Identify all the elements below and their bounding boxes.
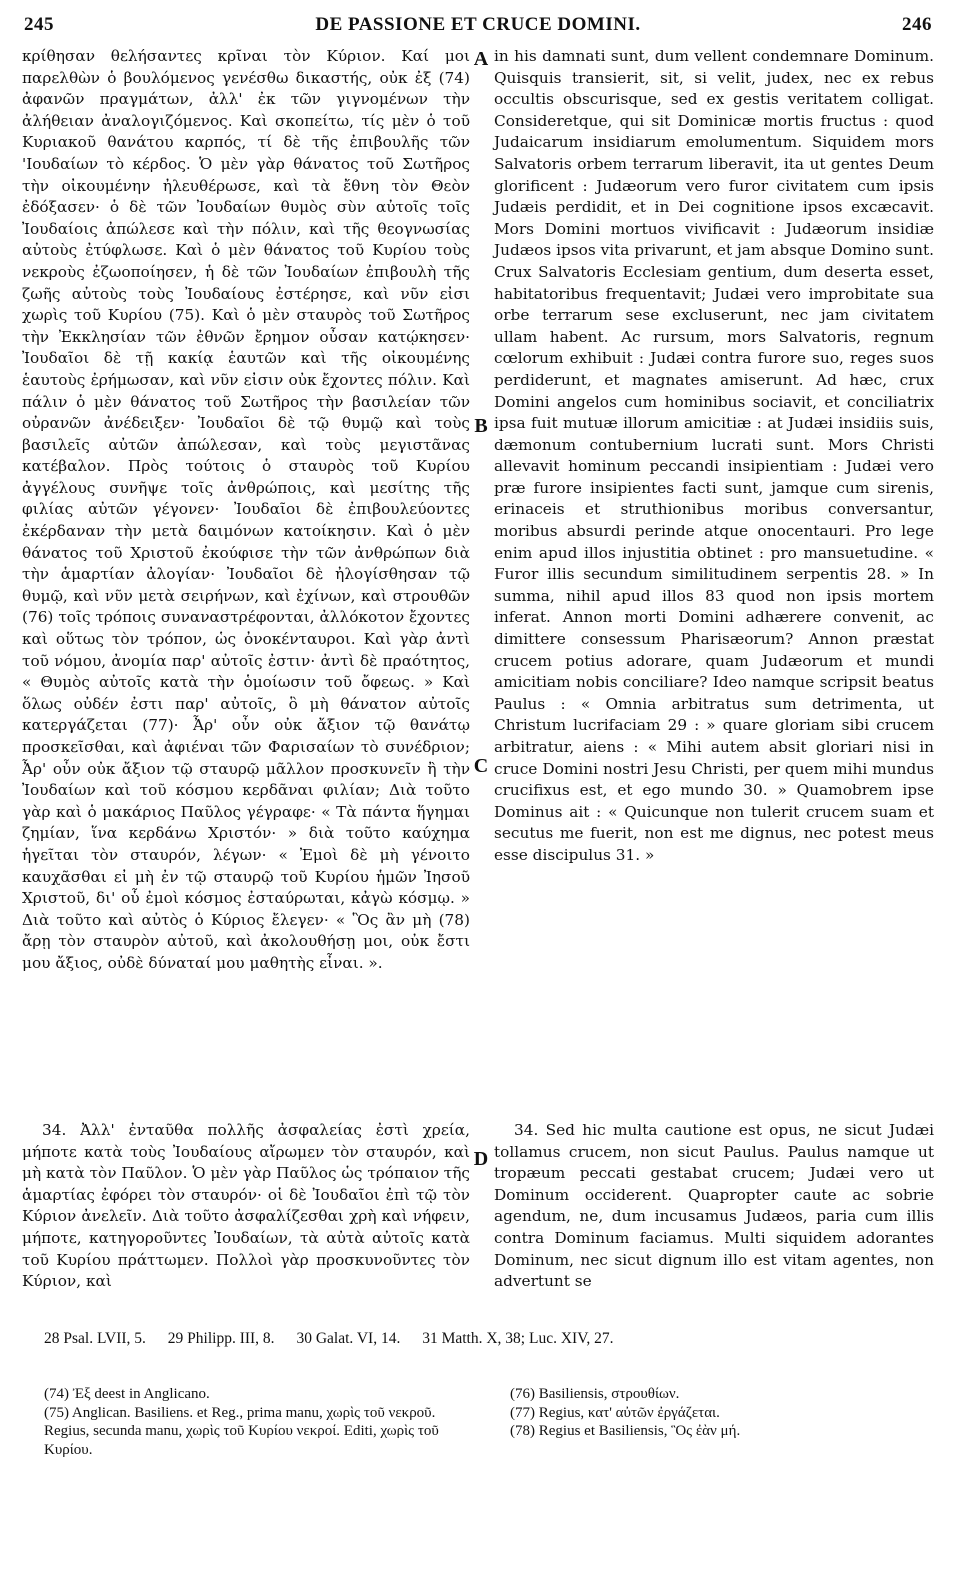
scripture-ref: 28 Psal. LVII, 5.	[44, 1330, 146, 1347]
critical-notes-right	[510, 1385, 930, 1441]
greek-paragraph: κρίθησαν θελήσαντες κρῖναι τὸν Κύριον. Καί μοι παρελθὼν ὁ βουλόμενος γενέσθω δικαστής, οὐκ ἐξ (74) ἀφανῶν πραγμάτων, ἀλλ' ἐκ τῶν γιγνομένων τὴν ἀλήθειαν ἀναλογιζόμενος. Καὶ σκοπείτω, τίς μὲν ὁ τοῦ Κυριακοῦ θανάτου καρπός, τί δὲ τῆς ἐπιβουλῆς τῶν 'Ιουδαίων τὸ κέρδος. Ὁ μὲν γὰρ θάνατος τοῦ Σωτῆρος τὴν οἰκουμένην ἠλευθέρωσε, καὶ τὰ ἔθνη τὸν Θεὸν ἐδόξασεν· ὁ δὲ τῶν Ἰουδαίων θυμὸς σὺν αὐτοῖς τοῖς Ἰουδαίοις ἀπώλεσε καὶ τὴν πόλιν, καὶ τῆς θεογνωσίας αὐτοὺς ἐτύφλωσε. Καὶ ὁ μὲν θάνατος τοῦ Κυρίου τοὺς νεκροὺς ἐζωοποίησεν, ἡ δὲ τῶν Ἰουδαίων ἐπιβουλὴ τῆς ζωῆς αὐτοὺς τοὺς Ἰουδαίους ἐστέρησε, καὶ νῦν εἰσι χωρὶς τοῦ Κυρίου (75). Καὶ ὁ μὲν σταυρὸς τοῦ Σωτῆρος τὴν Ἐκκλησίαν τῶν ἐθνῶν ἔρημον οὖσαν κατῴκησεν· Ἰουδαῖοι δὲ τῇ κακίᾳ ἑαυτῶν καὶ τῆς οἰκουμένης ἑαυτοὺς ἐρήμωσαν, καὶ νῦν εἰσιν οὐκ ἔχοντες πόλιν. Καὶ πάλιν ὁ μὲν θάνατος τοῦ Σωτῆρος τὴν βασιλείαν τῶν οὐρανῶν ἀνέδειξεν· Ἰουδαῖοι δὲ τῷ θυμῷ καὶ τοὺς βασιλεῖς αὐτῶν ἀπώλεσαν, καὶ τοὺς μεγιστᾶνας κατέβαλον. Πρὸς τούτοις ὁ σταυρὸς τοῦ Κυρίου ἀγγέλους συνῆψε τοῖς ἀνθρώποις, καὶ μεσίτης τῆς φιλίας αὐτῶν γέγονεν· Ἰουδαῖοι δὲ ἐπιβουλεύοντες ἐκέρδαναν τὴν μετὰ δαιμόνων κατοίκησιν. Καὶ ὁ μὲν θάνατος τοῦ Χριστοῦ ἐκούφισε τὴν τῶν ἀνθρώπων διὰ τὴν ἁμαρτίαν ἀλογίαν· Ἰουδαῖοι δὲ ἠλογίσθησαν τῷ θυμῷ, καὶ νῦν μετὰ σειρήνων, καὶ ἐχίνων, καὶ στρουθῶν (76) τοῖς τρόποις συναναστρέφονται, ἀλλόκοτον ἔχοντες καὶ οὕτως τὸν τρόπον, ὡς ὀνοκένταυροι. Καὶ γὰρ ἀντὶ τοῦ νόμου, ἀνομία παρ' αὐτοῖς ἐστιν· ἀντὶ δὲ πραότητος, « Θυμὸς αὐτοῖς κατὰ τὴν ὁμοίωσιν τοῦ ὄφεως. » Καὶ ὅλως οὐδέν ἐστι παρ' αὐτοῖς, ὃ μὴ θάνατον αὐτοῖς κατεργάζεται (77)· Ἆρ' οὖν οὐκ ἄξιον τῷ θανάτῳ προσκεῖσθαι, καὶ ἀφιέναι τῶν Φαρισαίων τὸ συνέδριον; Ἆρ' οὖν οὐκ ἄξιον τῷ σταυρῷ μᾶλλον προσκυνεῖν ἢ τὴν Ἰουδαίων καὶ τοῦ κόσμου κερδᾶναι φιλίαν; Διὰ τοῦτο γὰρ καὶ ὁ μακάριος Παῦλος γέγραφε· « Τὰ πάντα ἥγημαι ζημίαν, ἵνα κερδάνω Χριστόν· » διὰ τοῦτο καύχημα ἡγεῖται τὸν σταυρόν, λέγων· « Ἐμοὶ δὲ μὴ γένοιτο καυχᾶσθαι εἰ μὴ ἐν τῷ σταυρῷ τοῦ Κυρίου ἡμῶν Ἰησοῦ Χριστοῦ, δι' οὗ ἐμοὶ κόσμος ἐσταύρωται, κἀγὼ κόσμῳ. » Διὰ τοῦτο καὶ αὐτὸς ὁ Κύριος ἔλεγεν· « Ὃς ἂν μὴ (78) ἄρῃ τὸν σταυρὸν αὐτοῦ, καὶ ἀκολουθήσῃ μοι, οὐκ ἔστι μου ἄξιος, οὐδὲ δύναταί μου μαθητὴς εἶναι. ».	[22, 47, 470, 972]
critical-note: (74) Ἐξ deest in Anglicano.	[44, 1386, 210, 1402]
critical-notes-left	[44, 1385, 484, 1459]
latin-text-column	[494, 46, 934, 867]
critical-note: (76) Basiliensis, στρουθίων.	[510, 1386, 680, 1402]
critical-note: (75) Anglican. Basiliens. et Reg., prima manu, χωρὶς τοῦ νεκροῦ. Regius, secunda manu, χωρὶς τοῦ Κυρίου νεκροί. Editi, χωρὶς τοῦ Κυρίου.	[44, 1404, 439, 1458]
scripture-ref: 29 Philipp. III, 8.	[167, 1330, 275, 1347]
scripture-ref: 30 Galat. VI, 14.	[296, 1330, 401, 1347]
critical-note: (78) Regius et Basiliensis, Ὃς ἐὰν μή.	[510, 1423, 741, 1439]
margin-letter-c: C	[473, 755, 489, 777]
latin-paragraph: in his damnati sunt, dum vellent condemnare Dominum. Quisquis transierit, sit, si velit, judex, nec ex rebus occultis obscurisque, sed ex gestis veritatem colligat. Consideretque, qui sit Dominicæ mortis fructus : quod Judaicarum insidiarum emolumentum. Siquidem mors Salvatoris orbem terrarum liberavit, ita ut gentes Deum glorificent : Judæorum vero furor civitatem cum ipsis Judæis perdidit, et in Dei cognitione ipsos excæcavit. Mors Domini mortuos vivificavit : Judæorum insidiæ Judæos ipsos vita privarunt, et jam absque Domino sunt. Crux Salvatoris Ecclesiam gentium, dum deserta esset, habitatoribus frequentavit; Judæi vero improbitate sua orbe terrarum sese excluserunt, nec jam civitatem ullam habent. Ac rursum, mors Salvatoris, regnum cœlorum exhibuit : Judæi contra furore suo, reges suos perdiderunt, et magnates amiserunt. Ad hæc, crux Domini angelos cum hominibus sociavit, et conciliatrix ipsa fuit mutuæ illorum amicitiæ : at Judæi insidiis suis, dæmonum contubernium lucrati sunt. Mors Christi allevavit hominum peccandi insipientiam : Judæi vero præ furore insipientes facti sunt, jamque cum sirenis, erinaceis et struthionibus moribus conversantur, moribus absurdi perinde atque onocentauri. Pro lege enim apud illos injustitia obtinet : pro mansuetudine. « Furor illis secundum similitudinem serpentis 28. » In summa, nihil apud illos 83 quod non ipsis mortem inferat. Annon morti Domini adhærere convenit, ac dimittere consessum Pharisæorum? Annon præstat crucem potius adorare, quam Judæorum et mundi amicitiam nobis conciliare? Ideo namque scripsit beatus Paulus : « Omnia arbitratus sum detrimenta, ut Christum lucrifaciam 29 : » quare gloriam sibi crucem arbitratur, aiens : « Mihi autem absit gloriari nisi in cruce Domini nostri Jesu Christi, per quem mihi mundus crucifixus est, et ego mundo 30. » Quamobrem ipse Dominus ait : « Quicunque non tulerit crucem suam et secutus me fuerit, non est me dignus, nec potest meus esse discipulus 31. »	[494, 47, 934, 864]
scripture-references	[44, 1330, 934, 1348]
running-title: DE PASSIONE ET CRUCE DOMINI.	[315, 14, 641, 35]
page-number-left: 245	[24, 14, 54, 35]
margin-letter-d: D	[473, 1148, 489, 1170]
greek-section-34-paragraph: 34. Ἀλλ' ἐνταῦθα πολλῆς ἀσφαλείας ἐστὶ χρεία, μήποτε κατὰ τοὺς Ἰουδαίους αἴρωμεν τὸν σταυρόν, καὶ μὴ κατὰ τὸν Παῦλον. Ὁ μὲν γὰρ Παῦλος ὡς τρόπαιον τῆς ἁμαρτίας ἐφόρει τὸν σταυρόν· οἱ δὲ Ἰουδαῖοι ἐπὶ τῷ τὸν Κύριον ἀνελεῖν. Διὰ τοῦτο ἀσφαλίζεσθαι χρὴ καὶ νήφειν, μήποτε, κατηγοροῦντες Ἰουδαίων, τὰ αὐτὰ αὐτοῖς κατὰ τοῦ Κυρίου πράττωμεν. Πολλοὶ γὰρ προσκυνοῦντες τὸν Κύριον, καὶ	[22, 1121, 470, 1291]
scripture-ref: 31 Matth. X, 38; Luc. XIV, 27.	[422, 1330, 614, 1347]
greek-text-column	[22, 46, 470, 975]
margin-letter-a: A	[473, 48, 489, 70]
latin-section-34	[494, 1120, 934, 1293]
latin-section-34-paragraph: 34. Sed hic multa cautione est opus, ne sicut Judæi tollamus crucem, non sicut Paulus. Paulus namque ut tropæum peccati gestabat crucem; Judæi vero ut Dominum occiderent. Quapropter caute ac sobrie agendum, ne, dum incusamus Judæos, paria cum illis contra Dominum faciamus. Multi siquidem adorantes Dominum, nec sicut dignum illo est vitam agentes, non advertunt se	[494, 1121, 934, 1291]
margin-letter-b: B	[474, 415, 488, 437]
page-number-right: 246	[902, 14, 932, 35]
page-header	[24, 14, 932, 44]
critical-note: (77) Regius, κατ' αὐτῶν ἐργάζεται.	[510, 1404, 720, 1421]
greek-section-34	[22, 1120, 470, 1293]
